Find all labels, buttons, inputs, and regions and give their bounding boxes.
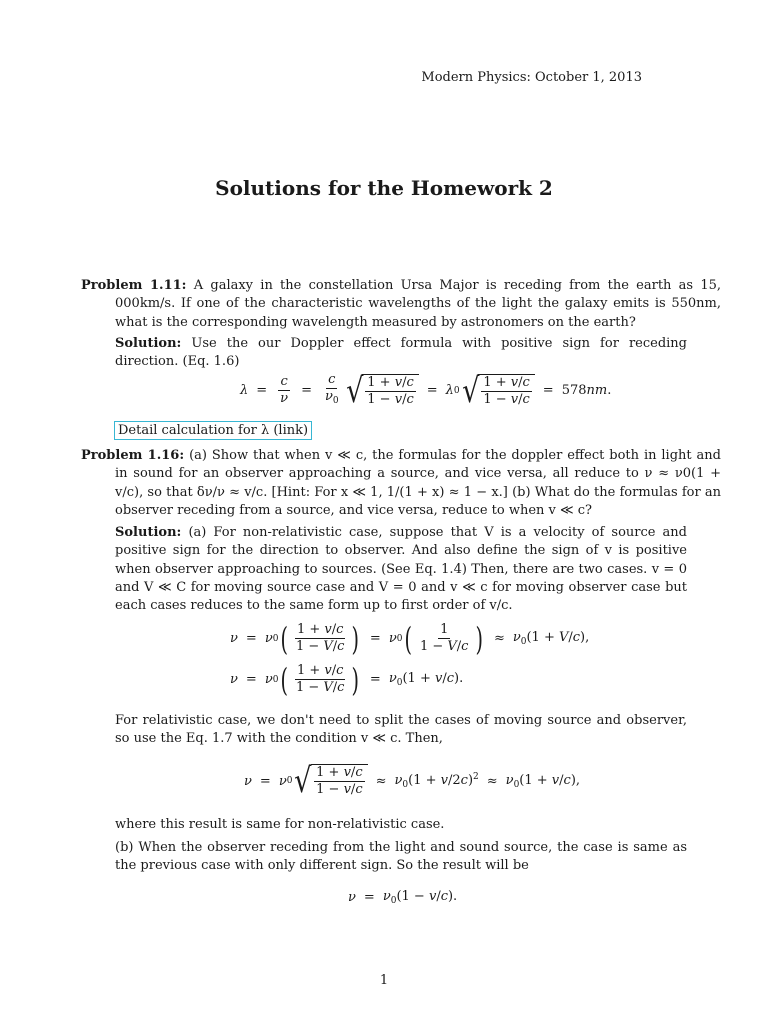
solution-label: Solution: [115, 336, 182, 351]
relativistic-paragraph: For relativistic case, we don't need to split the cases of moving source and observer, so use the Eq. 1.7 with the condition v ≪ c. Then, [115, 713, 687, 747]
equation-nonrel-1: ν = ν 0 ( $\frac{1 + v/c}{1 - V/c}$ ) = ν 0 ( $\frac{1}{1 - V/c}$ ) ≈ $\nu_0(1 + V/c)$, [230, 619, 590, 658]
problem-label: Problem 1.16: [81, 448, 185, 463]
problem-text: A galaxy in the constellation Ursa Major is receding from the earth as 15, 000km/s. If one of the characteristic wavelengths of the light the galaxy emits is 550nm, what is the corresponding wavelength measured by astronomers on the earth? [115, 278, 722, 330]
solution-text: Use the our Doppler effect formula with positive sign for receding direction. (Eq. 1.6) [115, 336, 687, 370]
solution-text: (a) For non-relativistic case, suppose that V is a velocity of source and positive sign for the direction to observer. And also define the sign of v is positive when observer approaching to sources. (See Eq. 1.4) Then, there are two cases. v = 0 and V ≪ C for moving source case and V = 0 and v ≪ c for moving observer case but each cases reduces to the same form up to first order of v/c. [115, 525, 687, 614]
equation-wavelength: λ = $\frac{c}{\nu}$ = $\frac{c}{\nu_0}$ √ $\frac{1 + v/c}{1 - v/c}$ = λ 0 √ $\frac{1 + v/c}{1 - v/c}$ = 578nm. [240, 370, 612, 411]
after-paragraph: where this result is same for non-relativistic case. [115, 817, 445, 832]
problem-1-11 [81, 277, 721, 332]
part-b-paragraph: (b) When the observer receding from the light and sound source, the case is same as the previous case with only different sign. So the result will be [115, 840, 687, 874]
page-number: 1 [379, 973, 389, 988]
solution-label: Solution: [115, 525, 182, 540]
solution-1-11 [115, 335, 687, 372]
page-header: Modern Physics: October 1, 2013 [421, 70, 642, 85]
problem-text: (a) Show that when v ≪ c, the formulas for the doppler effect both in light and in sound for an observer approaching a source, and vice versa, all reduce to ν ≈ ν0(1 + v/c), so that δν/ν ≈ v/c. [Hint: For x ≪ 1, 1/(1 + x) ≈ 1 − x.] (b) What do the formulas for an observer receding from a source, and vice versa, reduce to when v ≪ c? [115, 448, 721, 518]
equation-nonrel-2: ν = ν 0 ( $\frac{1 + v/c}{1 - V/c}$ ) = $\nu_0(1 + v/c)$. [230, 660, 464, 699]
problem-1-16 [81, 447, 721, 520]
solution-1-16-a [115, 524, 687, 615]
equation-relativistic: ν = ν 0 √ $\frac{1 + v/c}{1 - v/c}$ ≈ $\nu_0(1 + v/2c)^2$ ≈ $\nu_0(1 + v/c)$, [244, 761, 581, 801]
problem-label: Problem 1.11: [81, 278, 187, 293]
detail-calculation-link[interactable]: Detail calculation for λ (link) [114, 421, 312, 440]
document-title: Solutions for the Homework 2 [215, 176, 553, 200]
equation-receding: ν = $\nu_0(1 - v/c)$. [348, 889, 458, 906]
